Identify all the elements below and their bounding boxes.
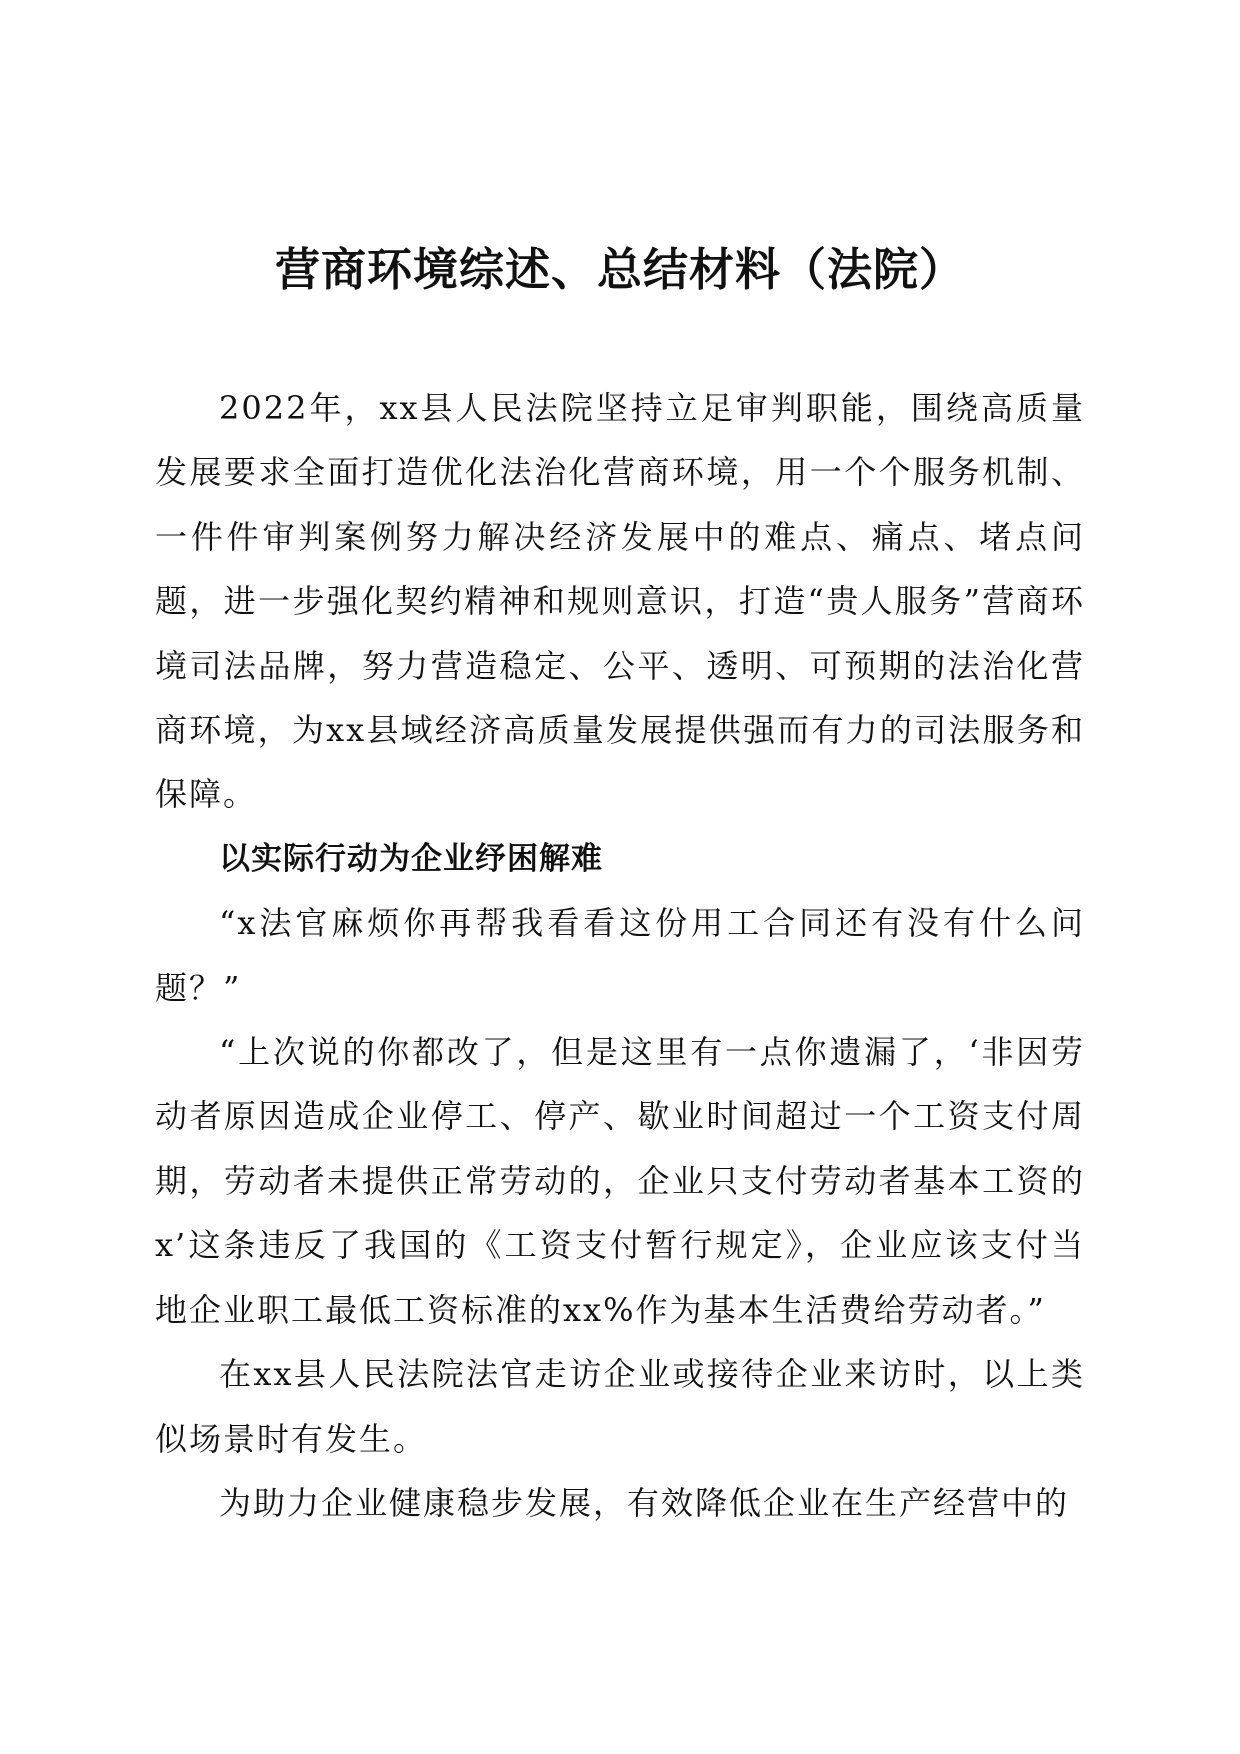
paragraph-scene: 在xx县人民法院法官走访企业或接待企业来访时，以上类似场景时有发生。 bbox=[155, 1355, 1085, 1458]
section-heading: 以实际行动为企业纾困解难 bbox=[219, 840, 603, 877]
paragraph-intro: 2022年，xx县人民法院坚持立足审判职能，围绕高质量发展要求全面打造优化法治化营商环境，用一个个服务机制、一件件审判案例努力解决经济发展中的难点、痛点、堵点问题，进一步强化契约精神和规则意识，打造“贵人服务”营商环境司法品牌，努力营造稳定、公平、透明、可预期的法治化营商环境，为xx县域经济高质量发展提供强而有力的司法服务和保障。 bbox=[155, 389, 1085, 814]
paragraph-quote-question: “x法官麻烦你再帮我看看这份用工合同还有没有什么问题？” bbox=[155, 904, 1085, 1007]
paragraph-quote-answer: “上次说的你都改了，但是这里有一点你遗漏了，‘非因劳动者原因造成企业停工、停产、歇业时间超过一个工资支付周期，劳动者未提供正常劳动的，企业只支付劳动者基本工资的x’这条违反了我国的《工资支付暂行规定》，企业应该支付当地企业职工最低工资标准的xx%作为基本生活费给劳动者。” bbox=[155, 1033, 1085, 1329]
paragraph-continued: 为助力企业健康稳步发展，有效降低企业在生产经营中的 bbox=[219, 1483, 1070, 1522]
document-title: 营商环境综述、总结材料（法院） bbox=[274, 243, 965, 296]
document-body bbox=[155, 376, 1085, 1535]
